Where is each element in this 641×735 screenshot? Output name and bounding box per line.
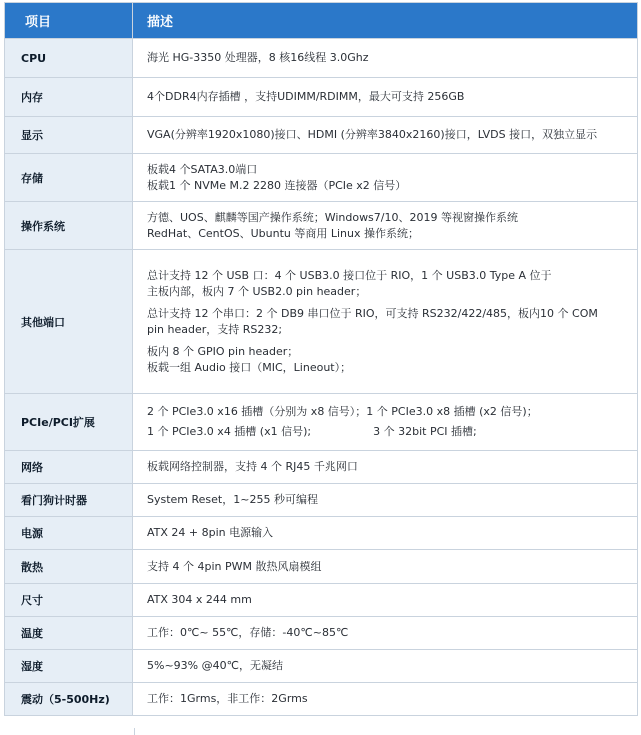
row-value-line: 总计支持 12 个 USB 口：4 个 USB3.0 接口位于 RIO，1 个 USB3.0 Type A 位于 bbox=[147, 268, 552, 282]
row-value bbox=[133, 117, 638, 154]
row-value-group bbox=[147, 344, 633, 376]
table-row bbox=[5, 78, 638, 117]
row-value-line: VGA(分辨率1920x1080)接口、HDMI (分辨率3840x2160)接口，LVDS 接口，双独立显示 bbox=[147, 128, 598, 141]
spec-table bbox=[4, 2, 638, 716]
row-value bbox=[133, 517, 638, 550]
row-key: CPU bbox=[5, 39, 133, 78]
table-row bbox=[5, 202, 638, 250]
row-value-line: pin header，支持 RS232; bbox=[147, 322, 283, 336]
row-key: 温度 bbox=[5, 617, 133, 650]
header-item: 项目 bbox=[5, 3, 133, 39]
row-key: 显示 bbox=[5, 117, 133, 154]
row-value bbox=[133, 202, 638, 250]
row-value bbox=[133, 250, 638, 394]
row-value-line: 主板内部，板内 7 个 USB2.0 pin header； bbox=[147, 284, 367, 298]
table-row bbox=[5, 250, 638, 394]
row-value-line: 海光 HG-3350 处理器，8 核16线程 3.0Ghz bbox=[147, 51, 369, 64]
row-value-line: ATX 304 x 244 mm bbox=[147, 593, 252, 606]
row-value-line: 总计支持 12 个串口：2 个 DB9 串口位于 RIO，可支持 RS232/422/485，板内10 个 COM bbox=[147, 306, 598, 320]
row-value-group bbox=[147, 268, 633, 300]
row-key: 电源 bbox=[5, 517, 133, 550]
row-value-line: 板载1 个 NVMe M.2 2280 连接器（PCIe x2 信号） bbox=[147, 178, 407, 192]
row-value bbox=[133, 154, 638, 202]
row-key: 湿度 bbox=[5, 650, 133, 683]
row-value-part: 1 个 PCIe3.0 x4 插槽 (x1 信号); bbox=[147, 425, 312, 438]
row-value-line: 方德、UOS、麒麟等国产操作系统；Windows7/10、2019 等视窗操作系统 bbox=[147, 210, 518, 224]
row-value bbox=[133, 650, 638, 683]
row-value-line: 工作：1Grms，非工作：2Grms bbox=[147, 692, 308, 705]
table-row bbox=[5, 39, 638, 78]
row-value bbox=[133, 484, 638, 517]
row-value bbox=[133, 550, 638, 584]
row-key: PCIe/PCI扩展 bbox=[5, 394, 133, 451]
table-row bbox=[5, 154, 638, 202]
row-key: 尺寸 bbox=[5, 584, 133, 617]
row-value-line: 板载一组 Audio 接口（MIC，Lineout）； bbox=[147, 360, 352, 374]
table-row bbox=[5, 484, 638, 517]
table-border-continuation bbox=[134, 728, 135, 735]
table-row bbox=[5, 584, 638, 617]
row-key: 存储 bbox=[5, 154, 133, 202]
table-row bbox=[5, 683, 638, 716]
row-value-group bbox=[147, 306, 633, 338]
row-value-line: 4个DDR4内存插槽 ，支持UDIMM/RDIMM，最大可支持 256GB bbox=[147, 90, 465, 103]
row-value-line: System Reset，1~255 秒可编程 bbox=[147, 493, 318, 506]
row-value-line: 2 个 PCIe3.0 x16 插槽（分别为 x8 信号）；1 个 PCIe3.0 x8 插槽 (x2 信号)； bbox=[147, 405, 538, 418]
row-value-line: 支持 4 个 4pin PWM 散热风扇模组 bbox=[147, 559, 322, 573]
row-key: 操作系统 bbox=[5, 202, 133, 250]
row-value bbox=[133, 584, 638, 617]
row-key: 其他端口 bbox=[5, 250, 133, 394]
row-value bbox=[133, 451, 638, 484]
row-value-part: 3 个 32bit PCI 插槽; bbox=[373, 425, 477, 438]
row-value-line: 工作：0℃~ 55℃，存储：-40℃~85℃ bbox=[147, 626, 349, 639]
table-row bbox=[5, 517, 638, 550]
row-value-line: RedHat、CentOS、Ubuntu 等商用 Linux 操作系统； bbox=[147, 226, 419, 240]
row-key: 震动（5-500Hz) bbox=[5, 683, 133, 716]
table-row bbox=[5, 550, 638, 584]
table-row bbox=[5, 451, 638, 484]
row-value bbox=[133, 394, 638, 451]
row-value-line: 5%~93% @40℃，无凝结 bbox=[147, 659, 283, 672]
row-value bbox=[133, 39, 638, 78]
row-key: 看门狗计时器 bbox=[5, 484, 133, 517]
row-value bbox=[133, 683, 638, 716]
table-row bbox=[5, 394, 638, 451]
row-value bbox=[133, 78, 638, 117]
table-header-row bbox=[5, 3, 638, 39]
header-desc: 描述 bbox=[133, 3, 638, 39]
table-row bbox=[5, 117, 638, 154]
row-value-line: 板载4 个SATA3.0端口 bbox=[147, 162, 258, 176]
table-row bbox=[5, 650, 638, 683]
row-key: 散热 bbox=[5, 550, 133, 584]
row-key: 网络 bbox=[5, 451, 133, 484]
row-key: 内存 bbox=[5, 78, 133, 117]
row-value-line bbox=[147, 424, 633, 440]
row-value-line: 板载网络控制器，支持 4 个 RJ45 千兆网口 bbox=[147, 460, 358, 473]
row-value bbox=[133, 617, 638, 650]
table-row bbox=[5, 617, 638, 650]
row-value-line: 板内 8 个 GPIO pin header； bbox=[147, 344, 299, 358]
row-value-line: ATX 24 + 8pin 电源输入 bbox=[147, 526, 274, 539]
